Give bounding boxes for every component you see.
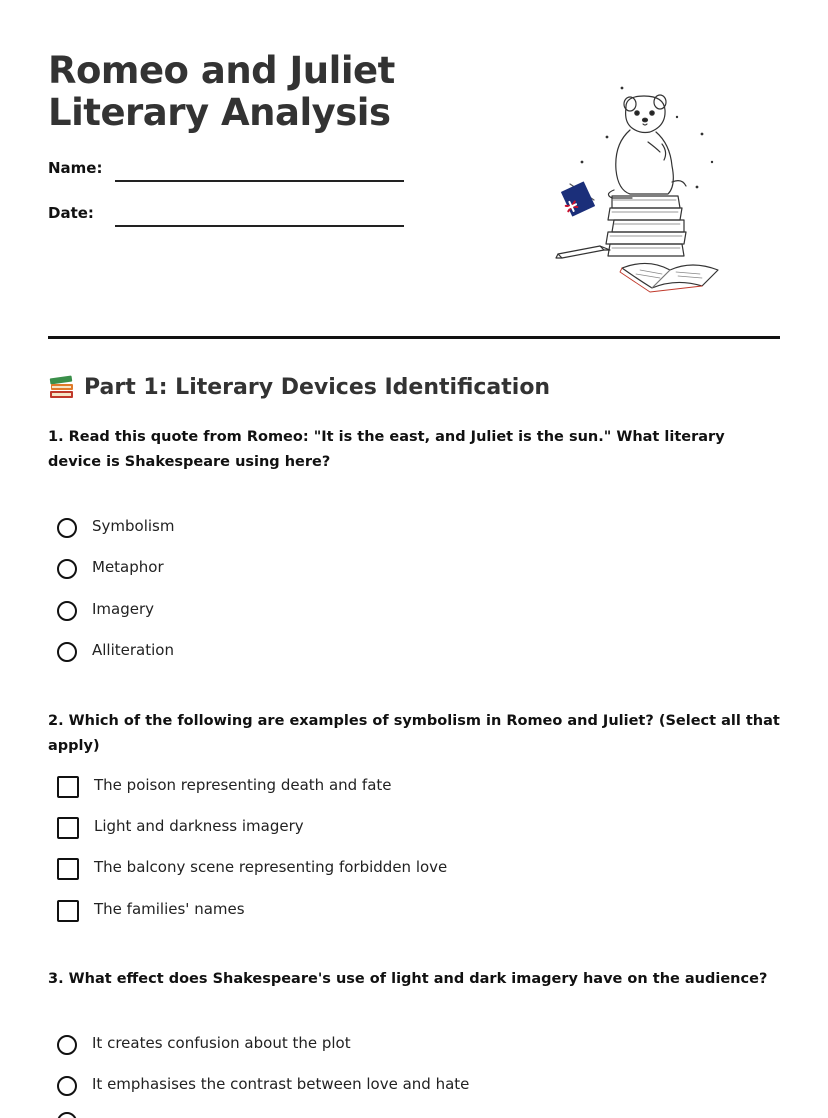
checkbox[interactable] <box>57 900 79 922</box>
q1-option-alliteration[interactable] <box>57 639 174 665</box>
checkbox[interactable] <box>57 817 79 839</box>
radio-button[interactable] <box>57 518 77 538</box>
q1-option-metaphor[interactable] <box>57 556 164 582</box>
q3-option-confusion[interactable] <box>57 1032 351 1058</box>
worksheet-title <box>48 50 395 134</box>
radio-button[interactable] <box>57 1112 77 1118</box>
checkbox[interactable] <box>57 776 79 798</box>
date-input-line[interactable] <box>115 225 404 227</box>
option-label: The families' names <box>94 900 245 918</box>
section-1-heading-text: Part 1: Literary Devices Identification <box>84 375 551 400</box>
option-label: It emphasises the contrast between love and hate <box>92 1075 470 1093</box>
question-2-text: 2. Which of the following are examples of symbolism in Romeo and Juliet? (Select all that apply) <box>48 713 780 754</box>
title-line-2: Literary Analysis <box>48 91 391 134</box>
question-1-text: 1. Read this quote from Romeo: "It is the east, and Juliet is the sun." What literary device is Shakespeare using here? <box>48 429 725 470</box>
q3-option-partial[interactable] <box>57 1112 77 1118</box>
option-label: Alliteration <box>92 641 174 659</box>
section-1-heading <box>48 372 550 404</box>
date-label: Date: <box>48 204 94 222</box>
q3-option-contrast[interactable] <box>57 1073 469 1099</box>
option-label: The balcony scene representing forbidden love <box>94 858 448 876</box>
q1-option-symbolism[interactable] <box>57 515 174 541</box>
radio-button[interactable] <box>57 1035 77 1055</box>
q2-option-poison[interactable] <box>57 774 392 800</box>
name-input-line[interactable] <box>115 180 404 182</box>
radio-button[interactable] <box>57 642 77 662</box>
radio-button[interactable] <box>57 1076 77 1096</box>
radio-button[interactable] <box>57 601 77 621</box>
q2-option-balcony[interactable] <box>57 856 447 882</box>
checkbox[interactable] <box>57 858 79 880</box>
option-label: It creates confusion about the plot <box>92 1034 351 1052</box>
option-label: Light and darkness imagery <box>94 817 304 835</box>
title-line-1: Romeo and Juliet <box>48 49 395 92</box>
header-divider <box>48 336 780 339</box>
q1-option-imagery[interactable] <box>57 598 154 624</box>
books-icon <box>48 375 76 401</box>
radio-button[interactable] <box>57 559 77 579</box>
option-label: Symbolism <box>92 517 175 535</box>
name-label: Name: <box>48 159 103 177</box>
option-label: The poison representing death and fate <box>94 776 392 794</box>
q2-option-light-darkness[interactable] <box>57 815 304 841</box>
question-3-text: 3. What effect does Shakespeare's use of light and dark imagery have on the audience? <box>48 971 768 987</box>
q2-option-family-names[interactable] <box>57 898 245 924</box>
option-label: Metaphor <box>92 558 164 576</box>
option-label: Imagery <box>92 600 155 618</box>
quokka-on-books-illustration <box>552 82 728 294</box>
